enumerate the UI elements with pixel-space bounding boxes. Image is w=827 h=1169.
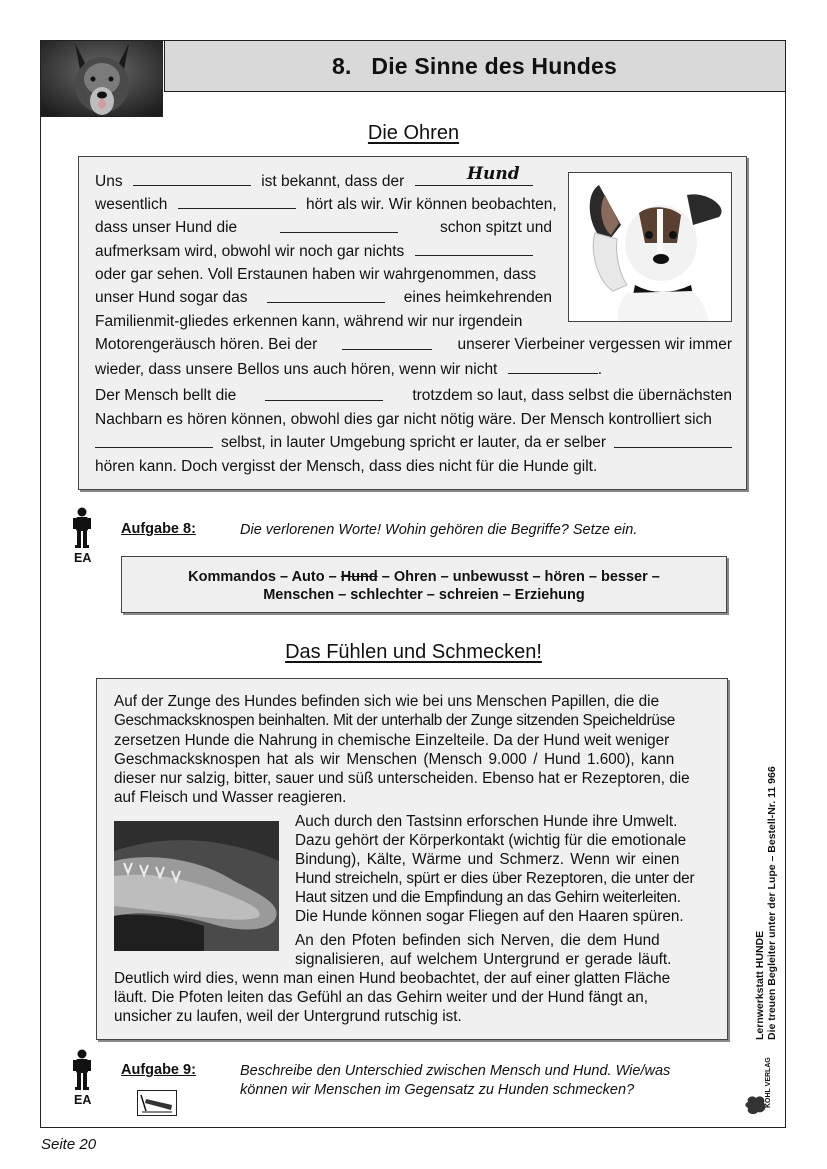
text-line: unser Hund sogar das eines heimkehrenden <box>95 289 552 306</box>
text-line: Der Mensch bellt die trotzdem so laut, dass selbst die übernächsten <box>95 387 732 404</box>
publisher-name: KOHL VERLAG <box>765 1057 772 1108</box>
text-line: Deutlich wird dies, wenn man einen Hund beobachtet, der auf einer glatten Fläche <box>114 970 671 987</box>
text-line: wieder, dass unsere Bellos uns auch hören, wenn wir nicht . <box>95 361 602 378</box>
page-number: Seite 20 <box>41 1136 97 1153</box>
text-line: aufmerksam wird, obwohl wir noch gar nichts <box>95 241 533 262</box>
answer-blank[interactable] <box>280 218 398 233</box>
answer-blank[interactable] <box>265 386 383 401</box>
text-line: Geschmacksknospen hat als wir Menschen (Mensch 9.000 / Hund 1.600), kann <box>114 751 675 768</box>
task-text-8: Die verlorenen Worte! Wohin gehören die Begriffe? Setze ein. <box>240 522 638 538</box>
text-line: auf Fleisch und Wasser reagieren. <box>114 789 347 806</box>
task-label-9: Aufgabe 9: <box>121 1062 196 1078</box>
word-bank-line: Menschen – schlechter – schreien – Erziehung <box>263 587 585 603</box>
struck-word: Hund <box>340 569 378 585</box>
task-label-8: Aufgabe 8: <box>121 521 196 537</box>
answer-blank[interactable] <box>415 171 533 186</box>
text-line: selbst, in lauter Umgebung spricht er lauter, da er selber <box>95 433 732 453</box>
answer-blank[interactable] <box>415 241 533 256</box>
word-bank <box>121 556 727 613</box>
terrier-dog-photo <box>568 172 732 322</box>
text-line: zersetzen Hunde die Nahrung in chemische Einzelteile. Da der Hund weit weniger <box>114 732 670 749</box>
pencil-writing-icon <box>137 1090 177 1116</box>
publisher-logo-icon <box>742 1090 772 1123</box>
text-line: Auf der Zunge des Hundes befinden sich wie bei uns Menschen Papillen, die die <box>114 693 660 710</box>
answer-blank[interactable] <box>95 433 213 448</box>
page-title: 8. Die Sinne des Hundes <box>332 53 617 79</box>
text-line: unsicher zu laufen, weil der Untergrund rutschig ist. <box>114 1008 462 1025</box>
answer-blank[interactable] <box>614 433 732 448</box>
text-line: Die Hunde können sogar Fliegen auf den Haaren spüren. <box>295 908 684 925</box>
text-line: signalisieren, auf welchem Untergrund er gerade läuft. <box>295 951 672 968</box>
ea-label: EA <box>74 551 92 565</box>
student-icon <box>72 507 92 554</box>
text-line: Dazu gehört der Körperkontakt (wichtig für die emotionale <box>295 832 687 849</box>
word-bank-line: Kommandos – Auto – Hund – Ohren – unbewusst – hören – besser – <box>188 569 660 585</box>
dog-tongue-photo <box>114 821 279 951</box>
text-line: Geschmacksknospen beinhalten. Mit der unterhalb der Zunge sitzenden Speicheldrüse <box>114 712 675 729</box>
text-line: oder gar sehen. Voll Erstaunen haben wir wahrgenommen, dass <box>95 266 537 283</box>
ea-label: EA <box>74 1093 92 1107</box>
text-line: Auch durch den Tastsinn erforschen Hunde ihre Umwelt. <box>295 813 678 830</box>
answer-blank[interactable] <box>508 359 598 374</box>
text-line: Motorengeräusch hören. Bei der unserer Vierbeiner vergessen wir immer <box>95 336 732 353</box>
answer-blank[interactable] <box>267 288 385 303</box>
task-text-9: Beschreibe den Unterschied zwischen Mensch und Hund. Wie/was können wir Menschen im Gegensatz zu Hunden schmecken? <box>240 1063 671 1098</box>
text-line: An den Pfoten befinden sich Nerven, die dem Hund <box>295 932 660 949</box>
answer-blank[interactable] <box>133 171 251 186</box>
shepherd-dog-photo <box>41 41 163 117</box>
text-line: Familienmit-gliedes erkennen kann, während wir nur irgendein <box>95 313 523 330</box>
section-title-ohren: Die Ohren <box>367 122 460 144</box>
student-icon <box>72 1049 92 1096</box>
text-line: wesentlich hört als wir. Wir können beobachten, <box>95 196 557 213</box>
text-line: dieser nur salzig, bitter, sauer und süß unterscheiden. Ebenso hat er Rezeptoren, die <box>114 770 690 787</box>
text-line: Uns ist bekannt, dass der <box>95 171 533 192</box>
section-title-fuehlen: Das Fühlen und Schmecken! <box>285 641 542 663</box>
text-line: läuft. Die Pfoten leiten das Gefühl an das Gehirn weiter und der Hund fängt an, <box>114 989 649 1006</box>
text-line: Haut sitzen und die Empfindung an das Gehirn weiterleiten. <box>295 889 681 906</box>
side-series-title: Lernwerkstatt HUNDE <box>754 930 766 1040</box>
text-line: hören kann. Doch vergisst der Mensch, dass dies nicht für die Hunde gilt. <box>95 458 598 475</box>
handwritten-answer: Hund <box>467 164 520 184</box>
text-line: Nachbarn es hören können, obwohl dies gar nicht nötig wäre. Der Mensch kontrolliert sich <box>95 411 712 428</box>
side-subtitle: Die treuen Begleiter unter der Lupe – Bestell-Nr. 11 966 <box>766 766 778 1040</box>
answer-blank[interactable] <box>178 194 296 209</box>
text-line: dass unser Hund die schon spitzt und <box>95 219 552 236</box>
answer-blank[interactable] <box>342 335 432 350</box>
text-line: Hund streicheln, spürt er dies über Rezeptoren, die unter der <box>295 870 695 887</box>
text-line: Bindung), Kälte, Wärme und Schmerz. Wenn wir einen <box>295 851 680 868</box>
